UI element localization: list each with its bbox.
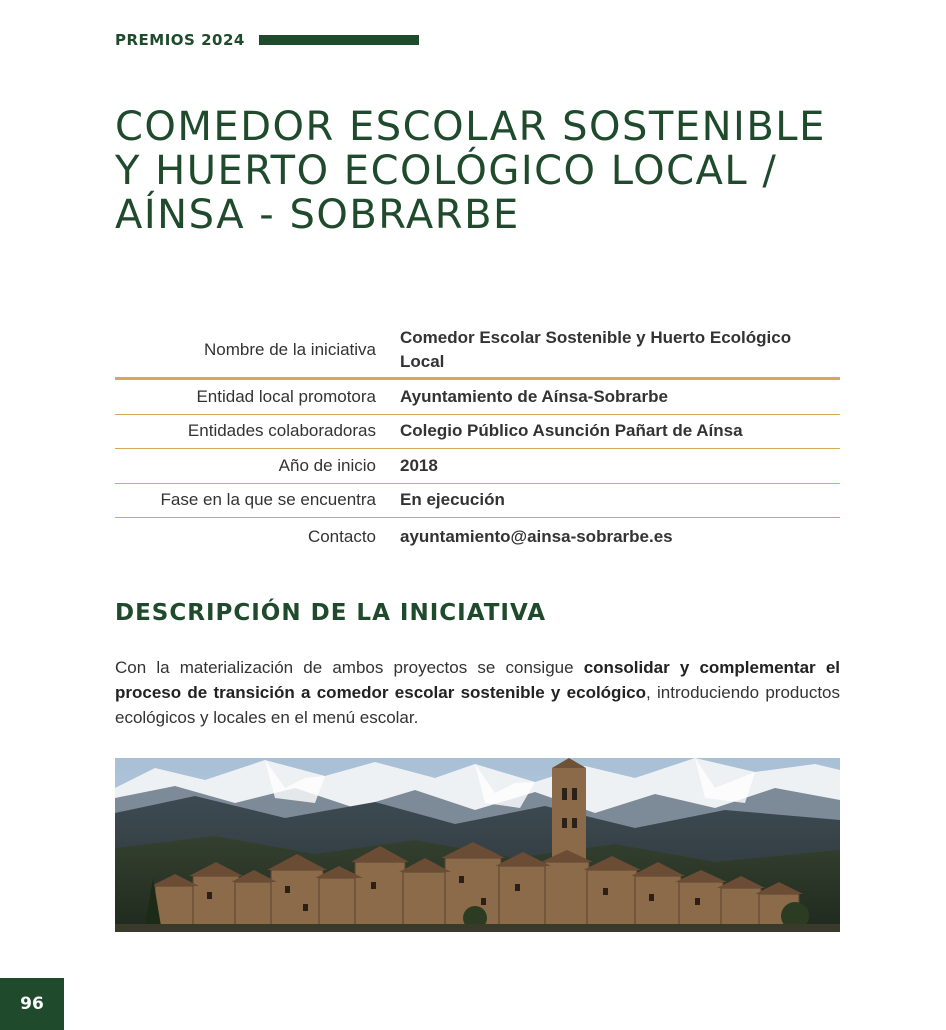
info-row-collaborators [115,415,840,450]
info-value: Comedor Escolar Sostenible y Huerto Ecológico Local [400,327,792,371]
initiative-info-table [115,322,840,556]
info-row-start-year [115,449,840,484]
info-row-name [115,322,840,380]
info-value: Ayuntamiento de Aínsa-Sobrarbe [400,386,668,406]
description-paragraph [115,655,840,730]
info-key: Nombre de la iniciativa [204,339,376,359]
section-tag-label: PREMIOS 2024 [115,31,245,49]
page-number-box [0,978,64,1030]
section-tag [115,31,419,49]
page-number: 96 [20,994,44,1014]
description-text-end: , introduciendo productos ecológicos y locales en el menú escolar. [115,683,841,727]
info-key: Entidad local promotora [196,386,376,406]
info-row-phase [115,484,840,519]
info-row-promoter [115,380,840,415]
info-value: En ejecución [400,490,505,510]
page-title: COMEDOR ESCOLAR SOSTENIBLE Y HUERTO ECOLÓGICO LOCAL / AÍNSA - SOBRARBE [115,104,826,238]
info-key: Año de inicio [278,455,376,475]
info-value: Colegio Público Asunción Pañart de Aínsa [400,421,743,441]
section-tag-bar [259,35,419,45]
section-heading: DESCRIPCIÓN DE LA INICIATIVA [115,600,546,626]
contact-email-link[interactable]: ayuntamiento@ainsa-sobrarbe.es [400,527,673,546]
info-row-contact [115,518,840,556]
info-key: Contacto [307,527,376,546]
description-highlight: consolidar y complementar el proceso de transición a comedor escolar sostenible y ecológico [115,658,840,702]
description-text-start: Con la materialización de ambos proyectos se consigue [115,658,584,677]
info-key: Fase en la que se encuentra [160,490,376,510]
info-key: Entidades colaboradoras [187,421,376,441]
village-with-mountains-photo [115,758,840,932]
info-value: 2018 [400,455,438,475]
